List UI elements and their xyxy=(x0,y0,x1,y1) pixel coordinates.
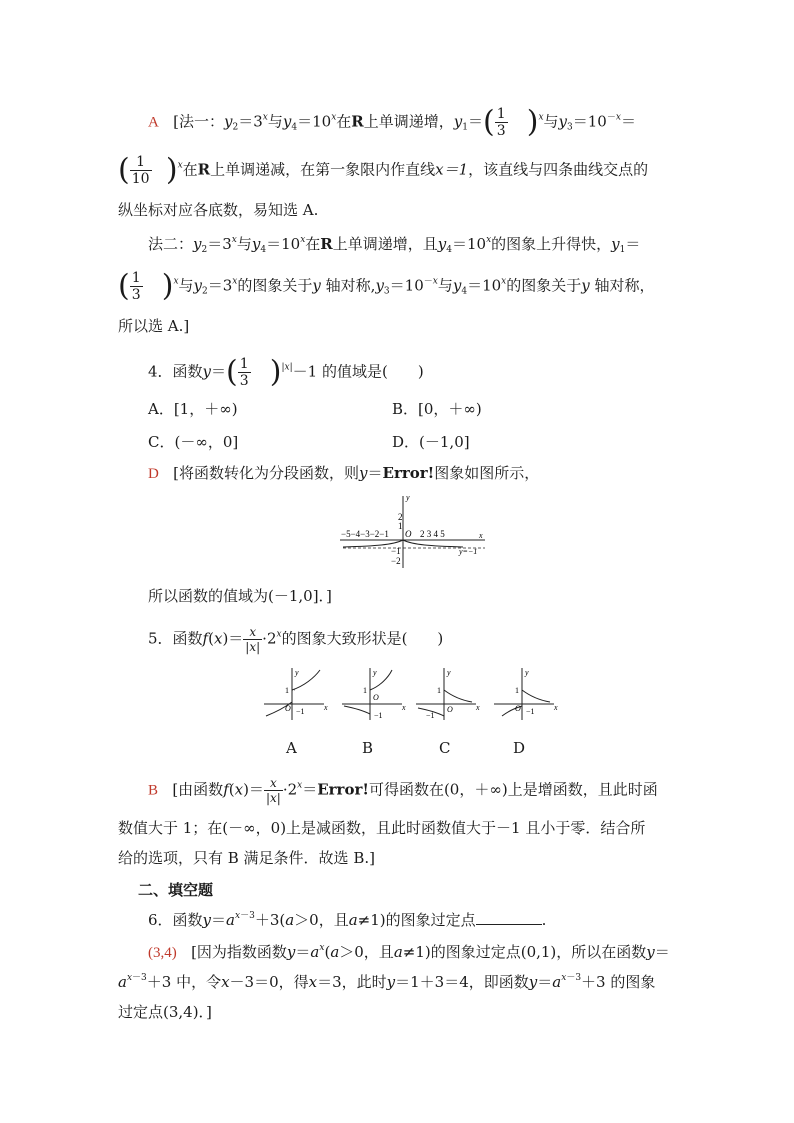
x-label: x xyxy=(479,531,483,540)
q4-option-c: C．(－∞，0] xyxy=(148,433,239,451)
line-a1: A [法一：$y_2=3^x$与$y_4=10^x$在R上单调递增，$y_1=$( $\frac{1}{3}$ )$^x$与$y_3=10^{-x}=$ xyxy=(148,104,636,140)
fraction: $\frac{1}{10}$ xyxy=(131,154,150,187)
svg-text:y: y xyxy=(373,668,377,677)
svg-text:y: y xyxy=(447,668,451,677)
answer-blank xyxy=(476,910,542,925)
q5-graph-d xyxy=(492,662,562,722)
line-a6: 所以选 A.] xyxy=(118,317,190,335)
svg-text:O: O xyxy=(447,705,453,714)
fraction: $\frac{1}{3}$ xyxy=(131,270,141,303)
svg-text:x: x xyxy=(476,703,480,712)
answer-value: (3,4) xyxy=(148,945,177,961)
svg-text:O: O xyxy=(285,704,291,713)
q4-graph xyxy=(335,490,495,570)
svg-text:y: y xyxy=(295,668,299,677)
line-a5: ( $\frac{1}{3}$ )$^x$与$y_2=3^x$的图象关于y 轴对称$,y_3=10^{-x}$与$y_4=10^x$的图象关于y 轴对称， xyxy=(118,268,655,304)
svg-text:1: 1 xyxy=(515,686,519,695)
svg-text:O: O xyxy=(515,704,521,713)
fraction: $\frac{1}{3}$ xyxy=(496,106,506,139)
q5-graph-c xyxy=(414,662,484,722)
q4-explanation: D [将函数转化为分段函数，则y＝Error!图象如图所示， xyxy=(148,464,540,482)
svg-text:1: 1 xyxy=(285,686,289,695)
q5-graph-a xyxy=(262,662,332,722)
q5-label-d: D xyxy=(513,739,526,757)
svg-text:−1: −1 xyxy=(374,711,383,720)
svg-text:x: x xyxy=(554,703,558,712)
svg-text:1: 1 xyxy=(363,686,367,695)
origin-label: O xyxy=(405,529,412,539)
answer-letter: B xyxy=(148,782,159,799)
q5-stem: 5．函数f(x)＝ $\frac{x}{|x|}$ $\cdot 2^x$的图象大致形状是( ) xyxy=(148,625,444,654)
q5-graph-b xyxy=(340,662,410,722)
q5-explanation-3: 给的选项，只有 B 满足条件．故选 B.] xyxy=(118,849,375,867)
line-a2: ( $\frac{1}{10}$ )$^x$在R上单调递减，在第一象限内作直线x＝1，该直线与四条曲线交点的 xyxy=(118,152,649,188)
svg-text:x: x xyxy=(402,703,406,712)
answer-letter: D xyxy=(148,466,159,482)
q4-conclusion: 所以函数的值域为(－1,0]．] xyxy=(148,587,332,605)
svg-text:−1: −1 xyxy=(526,707,535,716)
svg-text:x: x xyxy=(324,703,328,712)
svg-text:−1: −1 xyxy=(426,711,435,720)
q5-explanation-1: B [由函数f(x)＝ $\frac{x}{|x|}$ $\cdot 2^x=Error$!可得函数在(0，＋∞)上是增函数，且此时函 xyxy=(148,776,658,805)
y-tick-m2: −2 xyxy=(391,556,401,566)
line-a3: 纵坐标对应各底数，易知选 A. xyxy=(118,201,319,219)
q5-label-a: A xyxy=(286,739,297,757)
svg-text:−1: −1 xyxy=(296,707,305,716)
line-a4: 法二：$y_2=3^x$与$y_4=10^x$在R上单调递增，且$y_4=10^x$的图象上升得快，$y_1=$ xyxy=(148,235,641,255)
x-tick-labels-pos: 2 3 4 5 xyxy=(420,529,445,539)
x-tick-labels-neg: −5−4−3−2−1 xyxy=(341,529,389,539)
svg-text:1: 1 xyxy=(437,686,441,695)
y-label: y xyxy=(406,493,410,502)
answer-letter: A xyxy=(148,114,159,131)
y-tick-m1: −1 xyxy=(391,546,401,556)
asymptote-label: y=−1 xyxy=(459,547,478,556)
q4-option-b: B．[0，＋∞) xyxy=(392,400,482,418)
fraction: $\frac{1}{3}$ xyxy=(239,356,249,389)
section-heading: 二、填空题 xyxy=(138,881,214,899)
q5-label-c: C xyxy=(439,739,451,757)
q6-explanation-1: (3,4) [因为指数函数$y=a^x(a>0$，且a≠1)的图象过定点(0,1)，所以在函数y＝ xyxy=(148,943,670,961)
q5-label-b: B xyxy=(362,739,374,757)
fraction: $\frac{x}{|x|}$ xyxy=(245,625,261,654)
q5-explanation-2: 数值大于 1；在(－∞，0)上是减函数，且此时函数值大于－1 且小于零．结合所 xyxy=(118,819,646,837)
y-tick-2: 2 xyxy=(398,512,403,522)
svg-text:O: O xyxy=(373,693,379,702)
q4-stem: 4．函数y＝( $\frac{1}{3}$ )$^{|x|}$－1 的值域是( ) xyxy=(148,354,424,390)
q6-explanation-3: 过定点(3,4)．] xyxy=(118,1003,212,1021)
q6-stem: 6．函数$y=a^{x-3}+3(a>0$，且a≠1)的图象过定点 . xyxy=(148,911,547,929)
y-tick-1: 1 xyxy=(398,521,403,531)
q6-explanation-2: $a^{x-3}+3$ 中，令x－3＝0，得x＝3，此时y＝1＋3＝4，即函数$y=a^{x-3}+3$ 的图象 xyxy=(118,973,656,991)
q4-option-d: D．(－1,0] xyxy=(392,433,470,451)
svg-text:y: y xyxy=(525,668,529,677)
fraction: $\frac{x}{|x|}$ xyxy=(265,776,281,805)
q4-option-a: A．[1，＋∞) xyxy=(148,400,238,418)
